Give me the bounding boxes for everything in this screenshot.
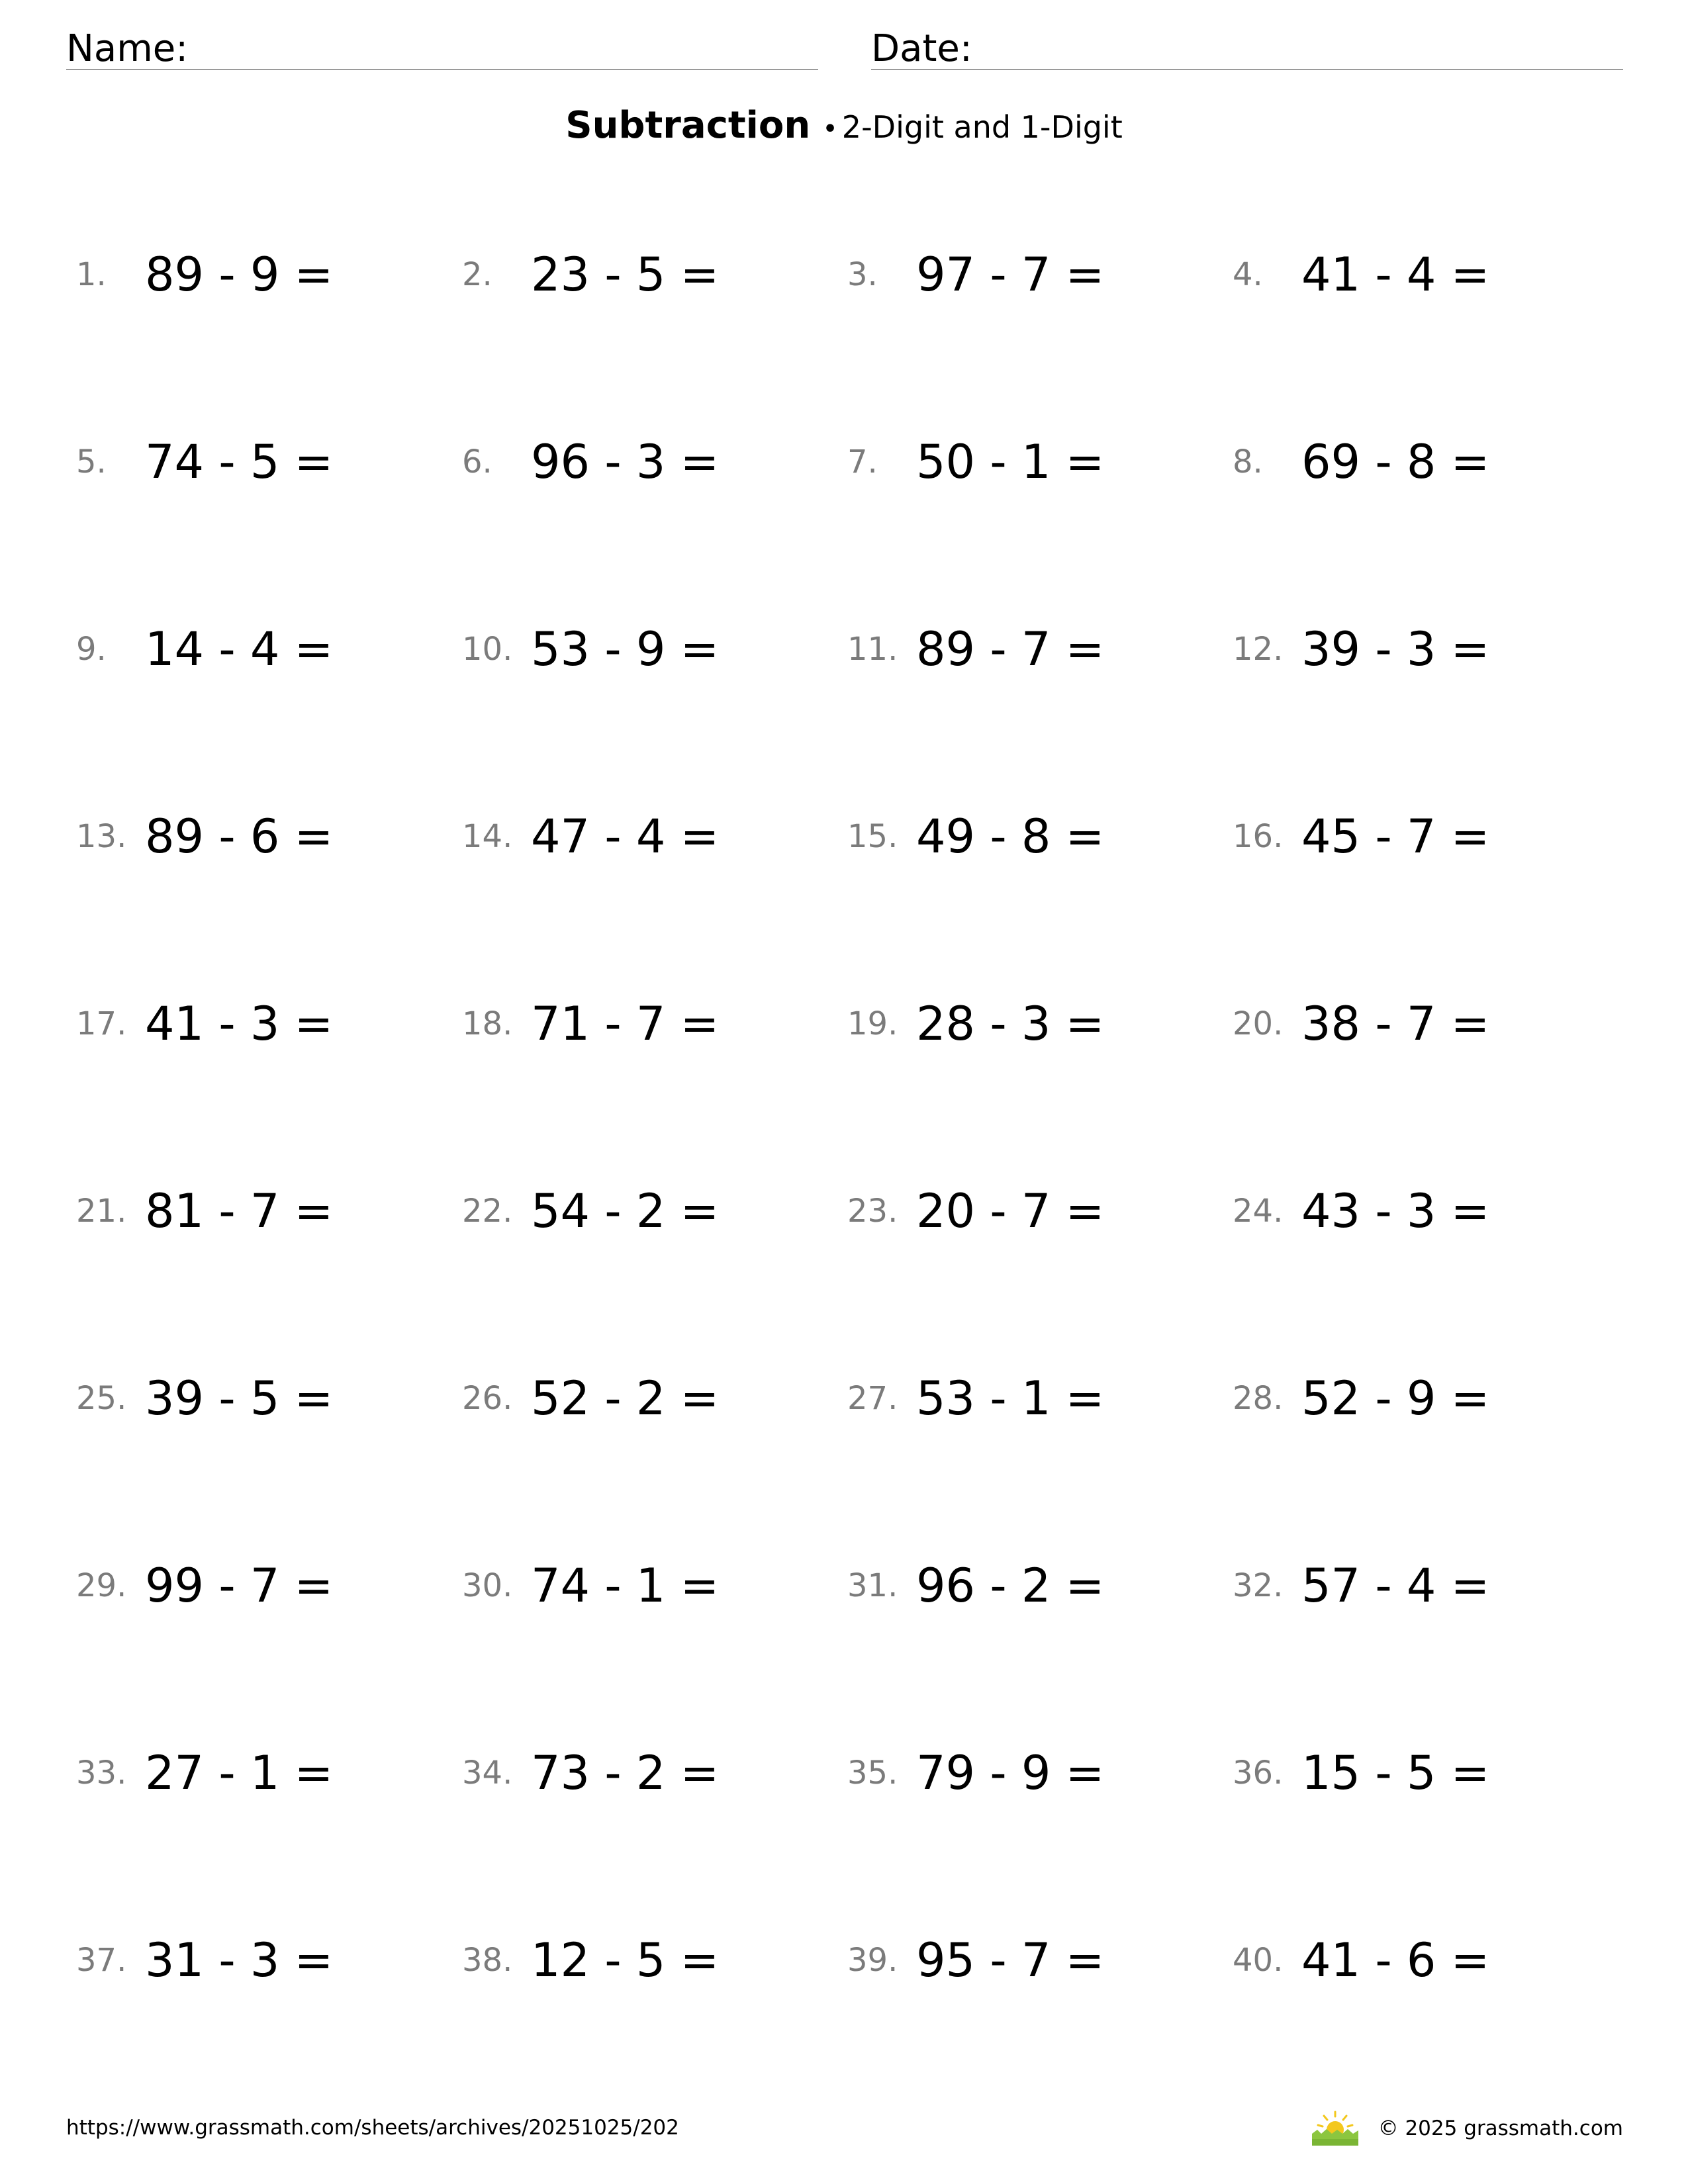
problem-item: [847, 238, 1236, 311]
problem-expression: 38 - 7 =: [1301, 997, 1490, 1051]
problem-item: [1233, 426, 1621, 498]
problem-item: [462, 987, 851, 1060]
problem-number: 11.: [847, 631, 898, 668]
problem-number: 30.: [462, 1567, 513, 1604]
problem-number: 7.: [847, 443, 878, 480]
footer-branding: [1311, 2107, 1623, 2150]
problem-number: 28.: [1233, 1380, 1284, 1417]
problem-number: 14.: [462, 818, 513, 855]
problem-item: [462, 238, 851, 311]
problem-number: 35.: [847, 1754, 898, 1792]
problem-number: 5.: [76, 443, 107, 480]
problem-item: [847, 1924, 1236, 1997]
problem-number: 2.: [462, 256, 492, 293]
problem-expression: 47 - 4 =: [531, 809, 720, 864]
problem-item: [76, 426, 465, 498]
problem-expression: 20 - 7 =: [916, 1184, 1105, 1238]
problem-expression: 12 - 5 =: [531, 1933, 720, 1987]
problem-item: [76, 987, 465, 1060]
problem-expression: 71 - 7 =: [531, 997, 720, 1051]
problem-item: [847, 987, 1236, 1060]
problem-expression: 52 - 9 =: [1301, 1371, 1490, 1426]
problem-number: 36.: [1233, 1754, 1284, 1792]
problem-item: [847, 426, 1236, 498]
problem-number: 23.: [847, 1193, 898, 1230]
problem-grid: [0, 238, 1688, 2131]
problem-number: 27.: [847, 1380, 898, 1417]
problem-number: 25.: [76, 1380, 127, 1417]
copyright-text: © 2025 grassmath.com: [1378, 2116, 1623, 2140]
problem-expression: 50 - 1 =: [916, 435, 1105, 489]
problem-number: 33.: [76, 1754, 127, 1792]
problem-number: 16.: [1233, 818, 1284, 855]
title-separator: •: [822, 114, 838, 144]
worksheet-title: [0, 104, 1688, 147]
problem-expression: 95 - 7 =: [916, 1933, 1105, 1987]
problem-expression: 97 - 7 =: [916, 248, 1105, 302]
problem-expression: 89 - 9 =: [145, 248, 334, 302]
problem-item: [462, 800, 851, 873]
problem-item: [847, 1549, 1236, 1622]
problem-expression: 15 - 5 =: [1301, 1746, 1490, 1800]
problem-number: 29.: [76, 1567, 127, 1604]
problem-number: 26.: [462, 1380, 513, 1417]
problem-number: 1.: [76, 256, 107, 293]
name-field[interactable]: [66, 25, 818, 70]
problem-item: [1233, 1924, 1621, 1997]
problem-expression: 53 - 9 =: [531, 622, 720, 676]
problem-item: [1233, 238, 1621, 311]
problem-item: [462, 1362, 851, 1435]
problem-item: [76, 1737, 465, 1809]
problem-item: [462, 1737, 851, 1809]
footer-url: https://www.grassmath.com/sheets/archives/20251025/202: [66, 2116, 679, 2140]
problem-item: [76, 1175, 465, 1248]
problem-item: [1233, 1175, 1621, 1248]
problem-expression: 96 - 2 =: [916, 1559, 1105, 1613]
problem-expression: 89 - 7 =: [916, 622, 1105, 676]
problem-expression: 69 - 8 =: [1301, 435, 1490, 489]
problem-expression: 74 - 1 =: [531, 1559, 720, 1613]
problem-item: [76, 1924, 465, 1997]
problem-expression: 89 - 6 =: [145, 809, 334, 864]
problem-item: [462, 426, 851, 498]
problem-expression: 39 - 3 =: [1301, 622, 1490, 676]
title-main: Subtraction: [565, 104, 811, 147]
problem-number: 38.: [462, 1942, 513, 1979]
problem-expression: 49 - 8 =: [916, 809, 1105, 864]
problem-number: 22.: [462, 1193, 513, 1230]
problem-expression: 41 - 4 =: [1301, 248, 1490, 302]
problem-item: [76, 800, 465, 873]
problem-item: [1233, 613, 1621, 686]
problem-number: 4.: [1233, 256, 1263, 293]
problem-number: 6.: [462, 443, 492, 480]
problem-number: 3.: [847, 256, 878, 293]
problem-item: [76, 1362, 465, 1435]
problem-expression: 99 - 7 =: [145, 1559, 334, 1613]
problem-expression: 14 - 4 =: [145, 622, 334, 676]
title-subtitle: 2-Digit and 1-Digit: [841, 109, 1123, 145]
problem-number: 40.: [1233, 1942, 1284, 1979]
problem-number: 15.: [847, 818, 898, 855]
problem-item: [1233, 1549, 1621, 1622]
problem-item: [847, 613, 1236, 686]
problem-number: 31.: [847, 1567, 898, 1604]
problem-item: [1233, 987, 1621, 1060]
problem-expression: 43 - 3 =: [1301, 1184, 1490, 1238]
problem-expression: 41 - 3 =: [145, 997, 334, 1051]
problem-item: [76, 1549, 465, 1622]
problem-item: [847, 800, 1236, 873]
problem-number: 19.: [847, 1005, 898, 1042]
problem-expression: 79 - 9 =: [916, 1746, 1105, 1800]
problem-number: 13.: [76, 818, 127, 855]
problem-number: 9.: [76, 631, 107, 668]
problem-expression: 53 - 1 =: [916, 1371, 1105, 1426]
problem-number: 10.: [462, 631, 513, 668]
problem-item: [1233, 1737, 1621, 1809]
problem-number: 24.: [1233, 1193, 1284, 1230]
problem-item: [1233, 800, 1621, 873]
problem-expression: 41 - 6 =: [1301, 1933, 1490, 1987]
name-label: Name:: [66, 27, 189, 70]
problem-item: [462, 613, 851, 686]
problem-expression: 31 - 3 =: [145, 1933, 334, 1987]
problem-item: [847, 1175, 1236, 1248]
problem-expression: 73 - 2 =: [531, 1746, 720, 1800]
problem-expression: 27 - 1 =: [145, 1746, 334, 1800]
problem-item: [462, 1175, 851, 1248]
problem-expression: 28 - 3 =: [916, 997, 1105, 1051]
problem-expression: 52 - 2 =: [531, 1371, 720, 1426]
problem-expression: 45 - 7 =: [1301, 809, 1490, 864]
problem-expression: 54 - 2 =: [531, 1184, 720, 1238]
sun-over-grass-icon: [1311, 2110, 1360, 2147]
problem-expression: 57 - 4 =: [1301, 1559, 1490, 1613]
problem-item: [1233, 1362, 1621, 1435]
problem-expression: 81 - 7 =: [145, 1184, 334, 1238]
date-field[interactable]: [871, 25, 1623, 70]
problem-number: 39.: [847, 1942, 898, 1979]
problem-number: 37.: [76, 1942, 127, 1979]
problem-number: 12.: [1233, 631, 1284, 668]
problem-number: 21.: [76, 1193, 127, 1230]
problem-item: [462, 1549, 851, 1622]
problem-expression: 96 - 3 =: [531, 435, 720, 489]
problem-number: 18.: [462, 1005, 513, 1042]
problem-item: [847, 1737, 1236, 1809]
problem-expression: 74 - 5 =: [145, 435, 334, 489]
problem-item: [76, 238, 465, 311]
problem-item: [76, 613, 465, 686]
problem-number: 17.: [76, 1005, 127, 1042]
problem-item: [462, 1924, 851, 1997]
date-label: Date:: [871, 27, 972, 70]
problem-expression: 23 - 5 =: [531, 248, 720, 302]
problem-number: 34.: [462, 1754, 513, 1792]
problem-expression: 39 - 5 =: [145, 1371, 334, 1426]
problem-number: 32.: [1233, 1567, 1284, 1604]
problem-number: 8.: [1233, 443, 1263, 480]
problem-item: [847, 1362, 1236, 1435]
problem-number: 20.: [1233, 1005, 1284, 1042]
